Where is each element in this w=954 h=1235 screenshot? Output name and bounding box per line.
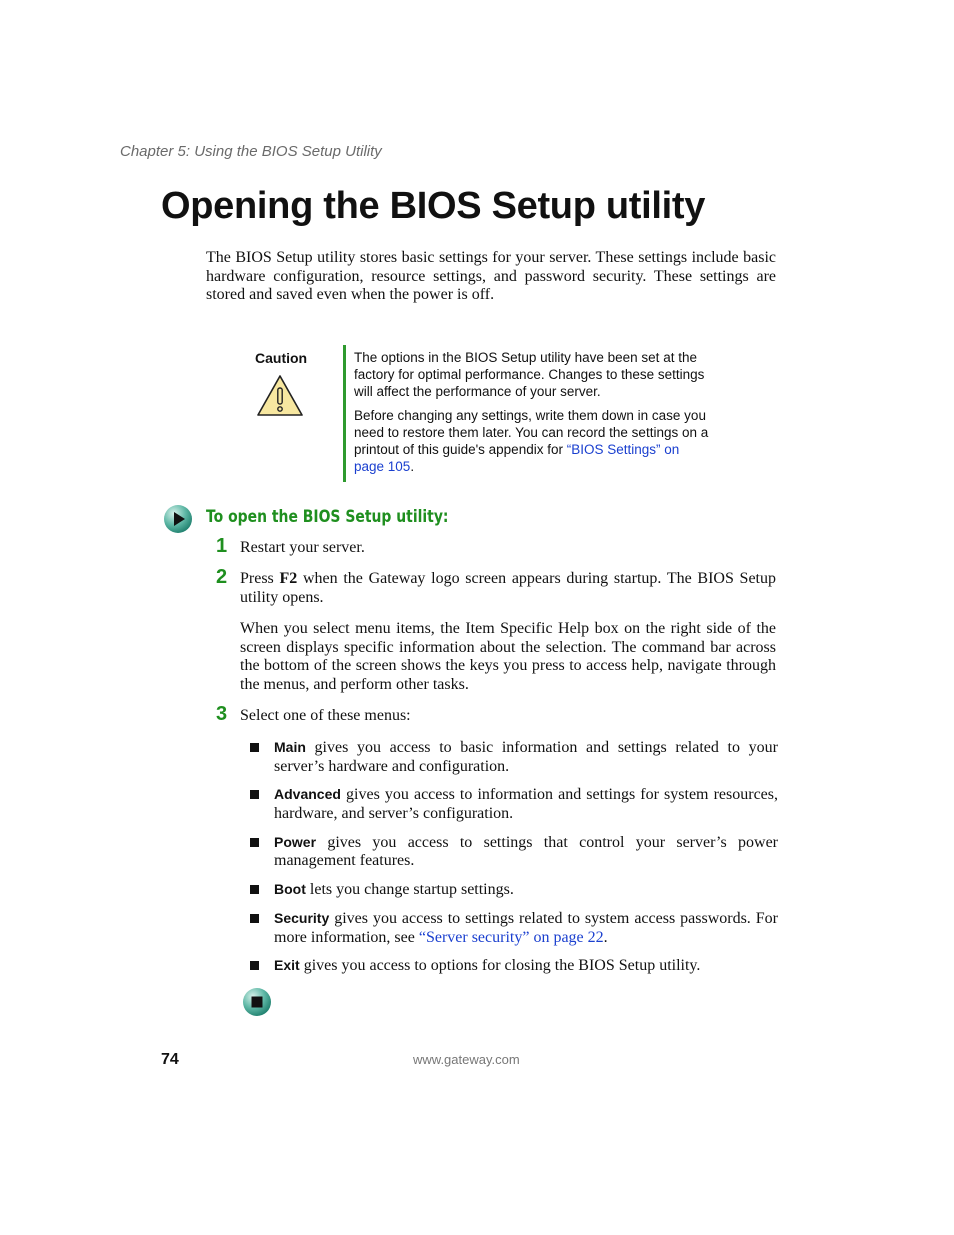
step-text-2	[240, 570, 776, 607]
bullet-icon	[250, 885, 259, 894]
menu-name-advanced: Advanced	[274, 786, 341, 803]
list-item-main	[250, 738, 778, 776]
menu-name-power: Power	[274, 833, 317, 850]
list-item-power	[250, 833, 778, 871]
page-number: 74	[161, 1051, 179, 1068]
caution-text	[354, 349, 710, 481]
caution-paragraph-2-text: Before changing any settings, write them down in case you need to restore them later. You can record the settings on a printout of this guide's appendix for	[354, 407, 709, 458]
menu-desc-boot: lets you change startup settings.	[305, 881, 514, 899]
step-text-1: Restart your server.	[240, 539, 365, 556]
menu-desc-power: gives you access to settings that control your server’s power management features.	[274, 833, 778, 870]
step-text-3: Select one of these menus:	[240, 707, 411, 724]
menu-desc-exit: gives you access to options for closing the BIOS Setup utility.	[299, 957, 701, 975]
menu-desc-security-end: .	[603, 928, 608, 946]
list-item-boot	[250, 880, 778, 900]
step-2-detail: When you select menu items, the Item Specific Help box on the right side of the screen displays specific information about the selection. The command bar across the bottom of the screen shows the keys you press to access help, navigate through the menus, and perform other tasks.	[240, 620, 776, 693]
footer-url: www.gateway.com	[413, 1052, 520, 1067]
bullet-icon	[250, 961, 259, 970]
step-number-1: 1	[216, 535, 228, 557]
step-number-2: 2	[216, 566, 228, 588]
procedure-end-icon	[242, 987, 272, 1017]
menu-name-main: Main	[274, 739, 306, 755]
caution-label: Caution	[255, 350, 308, 366]
menu-name-exit: Exit	[274, 957, 300, 974]
bullet-icon	[250, 838, 259, 847]
menu-list	[250, 738, 778, 985]
list-item-advanced	[250, 785, 778, 823]
caution-paragraph-1: The options in the BIOS Setup utility have been set at the factory for optimal performance. Changes to these settings will affect the performance of your server.	[354, 350, 705, 400]
menu-desc-main: gives you access to basic information and settings related to your server’s hardware and configuration.	[274, 739, 778, 775]
bullet-icon	[250, 914, 259, 923]
caution-paragraph-2-end: .	[410, 459, 415, 475]
menu-name-security: Security	[274, 909, 330, 926]
menu-desc-security: gives you access to settings related to system access passwords. For more information, see	[274, 909, 778, 946]
bios-settings-link[interactable]: “BIOS Settings” on page 105	[354, 442, 680, 475]
list-item-security	[250, 909, 778, 947]
step-2-text-after: when the Gateway logo screen appears during startup. The BIOS Setup utility opens.	[240, 570, 777, 606]
page-title: Opening the BIOS Setup utility	[161, 185, 706, 227]
step-2-text-before: Press	[240, 570, 280, 587]
server-security-link[interactable]: “Server security” on page 22	[418, 928, 604, 946]
procedure-arrow-icon	[163, 504, 193, 534]
bullet-icon	[250, 743, 259, 752]
warning-triangle-icon	[255, 373, 305, 418]
caution-divider	[343, 345, 346, 482]
list-item-exit	[250, 956, 778, 976]
caution-paragraph-2	[354, 407, 710, 476]
intro-paragraph: The BIOS Setup utility stores basic settings for your server. These settings include basic hardware configuration, resource settings, and password security. These settings are stored and saved even when the power is off.	[206, 249, 776, 304]
chapter-header: Chapter 5: Using the BIOS Setup Utility	[120, 143, 382, 160]
f2-key: F2	[279, 570, 298, 587]
menu-name-boot: Boot	[274, 881, 306, 898]
procedure-heading: To open the BIOS Setup utility:	[206, 507, 449, 527]
bullet-icon	[250, 790, 259, 799]
menu-desc-advanced: gives you access to information and settings for system resources, hardware, and server’s configuration.	[274, 786, 778, 822]
step-number-3: 3	[216, 703, 228, 725]
